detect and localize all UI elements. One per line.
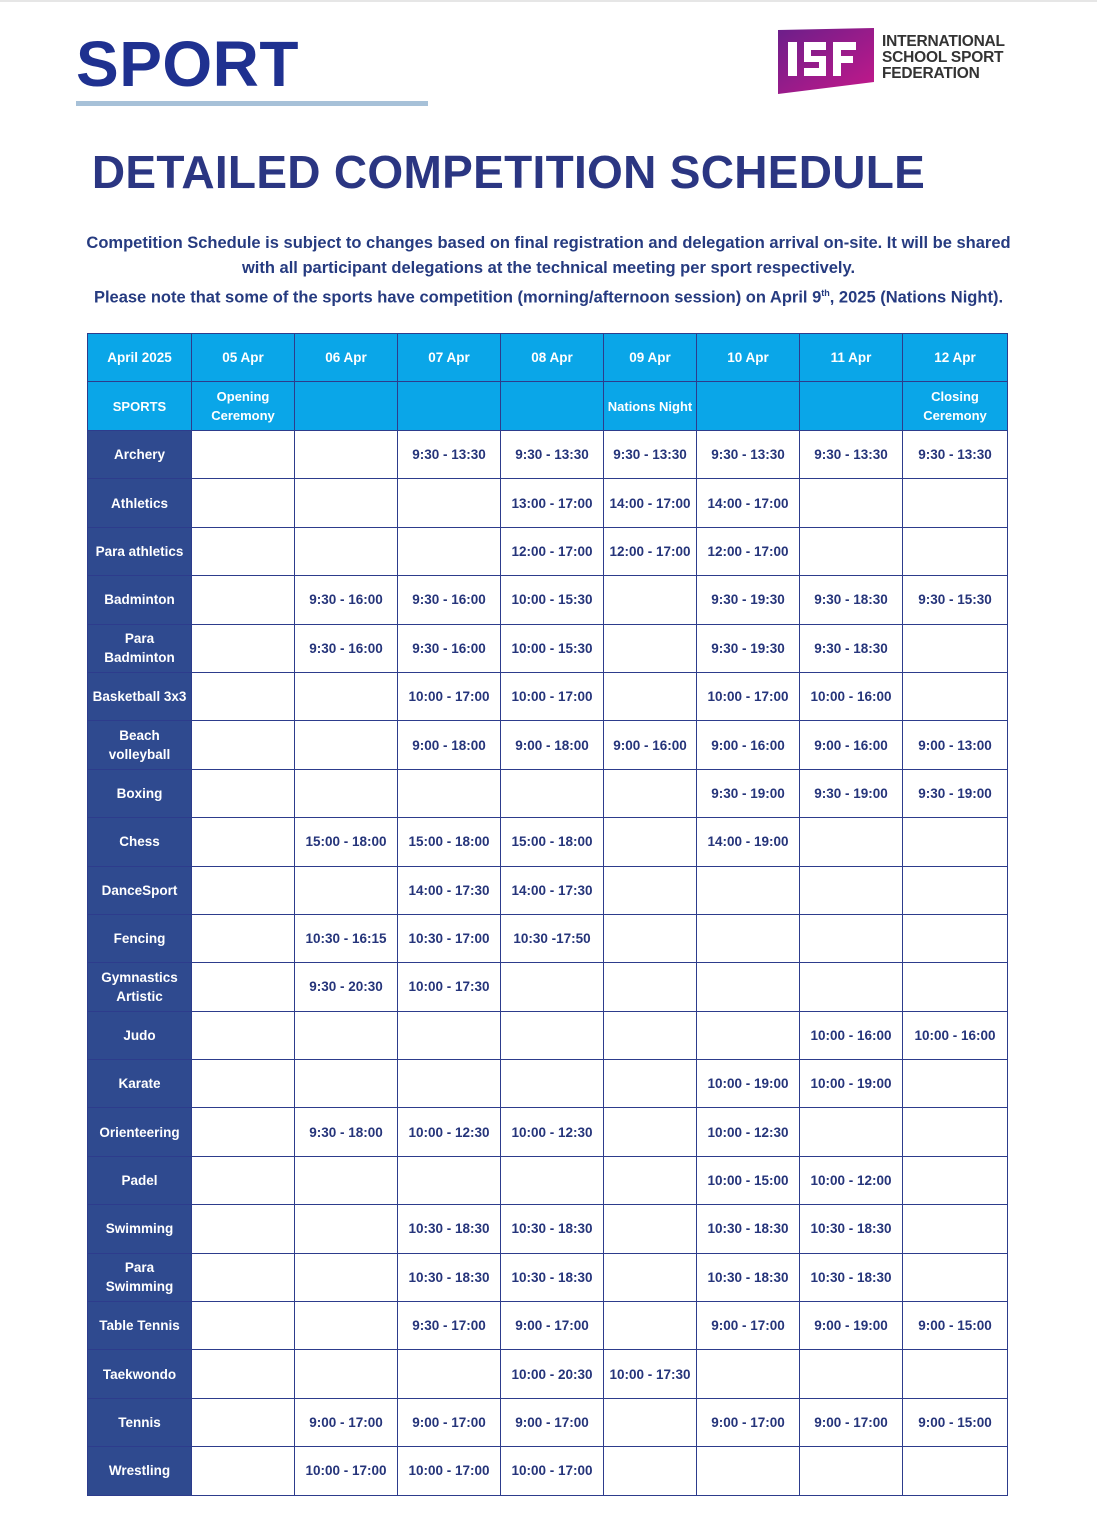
session-time-cell: 10:00 - 17:30 [398, 963, 501, 1011]
date-header-cell: 07 Apr [398, 334, 501, 382]
sport-name-cell: Swimming [88, 1205, 192, 1253]
session-time-cell [398, 769, 501, 817]
session-time-cell: 9:00 - 17:00 [398, 1398, 501, 1446]
logo-line: INTERNATIONAL [882, 33, 1005, 50]
session-time-cell [903, 963, 1008, 1011]
session-time-cell [192, 431, 295, 479]
session-time-cell [697, 1011, 800, 1059]
sport-name-cell: Judo [88, 1011, 192, 1059]
session-time-cell [295, 1205, 398, 1253]
session-time-cell: 10:00 - 17:30 [604, 1350, 697, 1398]
notice-superscript: th [821, 288, 830, 298]
schedule-row [88, 818, 1008, 866]
session-time-cell: 9:30 - 13:30 [398, 431, 501, 479]
sport-name-cell: Basketball 3x3 [88, 672, 192, 720]
session-time-cell [903, 914, 1008, 962]
session-time-cell [800, 963, 903, 1011]
session-time-cell: 10:00 - 16:00 [903, 1011, 1008, 1059]
session-time-cell [903, 479, 1008, 527]
session-time-cell [903, 1156, 1008, 1204]
event-header-cell: Closing Ceremony [903, 382, 1008, 431]
schedule-row [88, 624, 1008, 672]
session-time-cell [192, 1447, 295, 1495]
schedule-row [88, 769, 1008, 817]
schedule-row [88, 963, 1008, 1011]
session-time-cell [604, 963, 697, 1011]
session-time-cell: 9:30 - 13:30 [501, 431, 604, 479]
schedule-row [88, 431, 1008, 479]
document-title: DETAILED COMPETITION SCHEDULE [91, 146, 926, 198]
sport-name-cell: DanceSport [88, 866, 192, 914]
session-time-cell [192, 963, 295, 1011]
session-time-cell [192, 1011, 295, 1059]
session-time-cell [604, 1060, 697, 1108]
session-time-cell [192, 576, 295, 624]
session-time-cell: 9:30 - 13:30 [604, 431, 697, 479]
session-time-cell [295, 866, 398, 914]
session-time-cell: 9:00 - 17:00 [295, 1398, 398, 1446]
date-header-cell: 11 Apr [800, 334, 903, 382]
event-header-cell [295, 382, 398, 431]
session-time-cell: 9:30 - 18:00 [295, 1108, 398, 1156]
session-time-cell [398, 1011, 501, 1059]
schedule-row [88, 1205, 1008, 1253]
session-time-cell [604, 1108, 697, 1156]
corner-month-cell: April 2025 [88, 334, 192, 382]
schedule-row [88, 527, 1008, 575]
isf-logo-text [882, 34, 1012, 82]
session-time-cell [192, 818, 295, 866]
session-time-cell: 10:30 - 18:30 [501, 1205, 604, 1253]
session-time-cell: 9:00 - 18:00 [398, 721, 501, 769]
session-time-cell [604, 818, 697, 866]
session-time-cell [192, 1398, 295, 1446]
session-time-cell: 14:00 - 17:30 [501, 866, 604, 914]
session-time-cell [800, 1350, 903, 1398]
schedule-row [88, 1060, 1008, 1108]
sport-name-cell: Para Swimming [88, 1253, 192, 1301]
session-time-cell [192, 672, 295, 720]
logo-line: SCHOOL SPORT [882, 49, 1004, 66]
session-time-cell [697, 1350, 800, 1398]
schedule-row [88, 914, 1008, 962]
sport-name-cell: Para athletics [88, 527, 192, 575]
schedule-row [88, 721, 1008, 769]
session-time-cell [295, 479, 398, 527]
session-time-cell [192, 1205, 295, 1253]
session-time-cell: 15:00 - 18:00 [398, 818, 501, 866]
session-time-cell: 12:00 - 17:00 [604, 527, 697, 575]
session-time-cell [192, 1108, 295, 1156]
sport-name-cell: Table Tennis [88, 1302, 192, 1350]
session-time-cell [295, 1302, 398, 1350]
section-title-underline [76, 101, 428, 106]
session-time-cell [398, 1060, 501, 1108]
session-time-cell [295, 527, 398, 575]
sport-name-cell: Fencing [88, 914, 192, 962]
session-time-cell [697, 963, 800, 1011]
session-time-cell [192, 479, 295, 527]
session-time-cell [295, 1156, 398, 1204]
session-time-cell: 15:00 - 18:00 [501, 818, 604, 866]
session-time-cell [398, 527, 501, 575]
date-header-cell: 08 Apr [501, 334, 604, 382]
sport-name-cell: Tennis [88, 1398, 192, 1446]
session-time-cell: 10:30 - 18:30 [697, 1253, 800, 1301]
schedule-row [88, 1350, 1008, 1398]
session-time-cell [295, 769, 398, 817]
sport-name-cell: Badminton [88, 576, 192, 624]
session-time-cell: 10:00 - 17:00 [501, 672, 604, 720]
session-time-cell: 10:30 - 17:00 [398, 914, 501, 962]
session-time-cell: 9:00 - 15:00 [903, 1302, 1008, 1350]
session-time-cell: 9:30 - 16:00 [398, 576, 501, 624]
session-time-cell: 10:30 - 18:30 [800, 1253, 903, 1301]
event-header-cell [800, 382, 903, 431]
session-time-cell: 9:00 - 17:00 [501, 1398, 604, 1446]
session-time-cell: 9:30 - 19:00 [800, 769, 903, 817]
session-time-cell: 10:30 - 18:30 [398, 1205, 501, 1253]
session-time-cell: 14:00 - 17:30 [398, 866, 501, 914]
session-time-cell: 9:30 - 19:30 [697, 576, 800, 624]
sport-name-cell: Karate [88, 1060, 192, 1108]
schedule-row [88, 1447, 1008, 1495]
session-time-cell [604, 1302, 697, 1350]
session-time-cell: 10:30 - 18:30 [800, 1205, 903, 1253]
session-time-cell [604, 624, 697, 672]
session-time-cell: 10:00 - 17:00 [398, 672, 501, 720]
session-time-cell: 10:00 - 12:30 [501, 1108, 604, 1156]
session-time-cell: 10:00 - 17:00 [697, 672, 800, 720]
date-header-cell: 09 Apr [604, 334, 697, 382]
section-title: SPORT [76, 28, 299, 100]
session-time-cell [604, 769, 697, 817]
schedule-body [88, 431, 1008, 1496]
session-time-cell: 10:00 - 20:30 [501, 1350, 604, 1398]
event-header-cell: Opening Ceremony [192, 382, 295, 431]
sport-name-cell: Padel [88, 1156, 192, 1204]
sport-name-cell: Athletics [88, 479, 192, 527]
sport-name-cell: Archery [88, 431, 192, 479]
session-time-cell [903, 866, 1008, 914]
session-time-cell: 10:00 - 16:00 [800, 672, 903, 720]
session-time-cell: 14:00 - 19:00 [697, 818, 800, 866]
session-time-cell [604, 1205, 697, 1253]
session-time-cell [398, 1350, 501, 1398]
session-time-cell: 10:00 - 16:00 [800, 1011, 903, 1059]
session-time-cell [697, 914, 800, 962]
schedule-row [88, 1302, 1008, 1350]
session-time-cell [295, 1060, 398, 1108]
session-time-cell: 12:00 - 17:00 [501, 527, 604, 575]
session-time-cell [295, 672, 398, 720]
session-time-cell: 9:30 - 15:30 [903, 576, 1008, 624]
session-time-cell: 10:30 - 16:15 [295, 914, 398, 962]
session-time-cell [501, 1011, 604, 1059]
session-time-cell [192, 1156, 295, 1204]
session-time-cell [192, 866, 295, 914]
sport-name-cell: Gymnastics Artistic [88, 963, 192, 1011]
date-header-cell: 10 Apr [697, 334, 800, 382]
session-time-cell: 12:00 - 17:00 [697, 527, 800, 575]
notice-line [40, 281, 1057, 311]
session-time-cell: 14:00 - 17:00 [604, 479, 697, 527]
notice-line: Competition Schedule is subject to changes based on final registration and delegation arrival on-site. It will be shared [86, 234, 1011, 252]
session-time-cell: 14:00 - 17:00 [697, 479, 800, 527]
session-time-cell: 9:00 - 17:00 [501, 1302, 604, 1350]
session-time-cell: 9:00 - 15:00 [903, 1398, 1008, 1446]
session-time-cell [697, 1447, 800, 1495]
session-time-cell: 9:30 - 17:00 [398, 1302, 501, 1350]
date-header-row [88, 334, 1008, 382]
session-time-cell: 9:00 - 16:00 [800, 721, 903, 769]
sport-name-cell: Chess [88, 818, 192, 866]
session-time-cell [192, 1350, 295, 1398]
isf-logo [776, 28, 1016, 96]
session-time-cell [604, 1398, 697, 1446]
session-time-cell [192, 1302, 295, 1350]
session-time-cell: 10:30 - 18:30 [398, 1253, 501, 1301]
session-time-cell [295, 1253, 398, 1301]
session-time-cell [501, 1156, 604, 1204]
session-time-cell [192, 1060, 295, 1108]
session-time-cell: 9:30 - 20:30 [295, 963, 398, 1011]
event-header-cell [501, 382, 604, 431]
session-time-cell [295, 1011, 398, 1059]
session-time-cell: 9:00 - 16:00 [604, 721, 697, 769]
schedule-row [88, 1156, 1008, 1204]
schedule-row [88, 479, 1008, 527]
event-header-cell: Nations Night [604, 382, 697, 431]
sport-name-cell: Boxing [88, 769, 192, 817]
session-time-cell [398, 479, 501, 527]
session-time-cell: 9:00 - 17:00 [697, 1398, 800, 1446]
session-time-cell: 15:00 - 18:00 [295, 818, 398, 866]
session-time-cell [501, 963, 604, 1011]
session-time-cell [604, 1253, 697, 1301]
session-time-cell: 10:00 - 17:00 [295, 1447, 398, 1495]
session-time-cell: 10:00 - 12:30 [398, 1108, 501, 1156]
session-time-cell: 9:00 - 19:00 [800, 1302, 903, 1350]
session-time-cell [800, 479, 903, 527]
session-time-cell: 9:00 - 18:00 [501, 721, 604, 769]
sport-name-cell: Taekwondo [88, 1350, 192, 1398]
session-time-cell [903, 1447, 1008, 1495]
schedule-notice [40, 231, 1057, 311]
schedule-row [88, 1253, 1008, 1301]
session-time-cell: 9:30 - 18:30 [800, 624, 903, 672]
session-time-cell: 10:00 - 17:00 [398, 1447, 501, 1495]
session-time-cell [800, 818, 903, 866]
session-time-cell [604, 1011, 697, 1059]
session-time-cell [903, 1350, 1008, 1398]
date-header-cell: 06 Apr [295, 334, 398, 382]
schedule-row [88, 866, 1008, 914]
date-header-cell: 05 Apr [192, 334, 295, 382]
notice-text: Please note that some of the sports have competition (morning/afternoon session) on April 9 [93, 288, 822, 307]
session-time-cell: 10:00 - 19:00 [800, 1060, 903, 1108]
session-time-cell: 10:00 - 19:00 [697, 1060, 800, 1108]
top-rule [0, 0, 1097, 2]
notice-line: with all participant delegations at the technical meeting per sport respectively. [241, 259, 856, 277]
session-time-cell: 9:30 - 16:00 [295, 576, 398, 624]
session-time-cell [800, 527, 903, 575]
isf-logo-mark [776, 28, 876, 96]
sport-name-cell: Orienteering [88, 1108, 192, 1156]
session-time-cell [903, 1205, 1008, 1253]
notice-text: , 2025 (Nations Night). [829, 288, 1004, 307]
date-header-cell: 12 Apr [903, 334, 1008, 382]
session-time-cell [903, 624, 1008, 672]
event-header-cell [398, 382, 501, 431]
session-time-cell: 9:30 - 13:30 [697, 431, 800, 479]
session-time-cell [192, 624, 295, 672]
schedule-row [88, 576, 1008, 624]
sport-name-cell: Para Badminton [88, 624, 192, 672]
schedule-row [88, 1108, 1008, 1156]
session-time-cell: 9:00 - 16:00 [697, 721, 800, 769]
session-time-cell: 10:00 - 15:30 [501, 624, 604, 672]
event-header-row [88, 382, 1008, 431]
session-time-cell: 9:00 - 17:00 [697, 1302, 800, 1350]
session-time-cell [604, 1447, 697, 1495]
session-time-cell: 9:30 - 19:00 [903, 769, 1008, 817]
event-header-cell [697, 382, 800, 431]
session-time-cell [604, 576, 697, 624]
session-time-cell: 9:30 - 16:00 [295, 624, 398, 672]
session-time-cell: 10:30 - 18:30 [501, 1253, 604, 1301]
logo-line: FEDERATION [882, 65, 980, 82]
session-time-cell [604, 672, 697, 720]
session-time-cell: 9:30 - 19:30 [697, 624, 800, 672]
session-time-cell [604, 866, 697, 914]
schedule-row [88, 1011, 1008, 1059]
session-time-cell [192, 1253, 295, 1301]
session-time-cell: 9:00 - 13:00 [903, 721, 1008, 769]
session-time-cell [697, 866, 800, 914]
session-time-cell: 10:00 - 12:00 [800, 1156, 903, 1204]
session-time-cell [295, 1350, 398, 1398]
session-time-cell: 9:30 - 13:30 [800, 431, 903, 479]
session-time-cell [903, 1060, 1008, 1108]
competition-schedule-table [87, 333, 1008, 1496]
session-time-cell [800, 1108, 903, 1156]
session-time-cell [192, 527, 295, 575]
session-time-cell [604, 914, 697, 962]
session-time-cell [295, 721, 398, 769]
session-time-cell [800, 914, 903, 962]
session-time-cell: 9:30 - 18:30 [800, 576, 903, 624]
session-time-cell [903, 527, 1008, 575]
session-time-cell: 9:30 - 16:00 [398, 624, 501, 672]
corner-sports-cell: SPORTS [88, 382, 192, 431]
session-time-cell [903, 1108, 1008, 1156]
session-time-cell [903, 1253, 1008, 1301]
session-time-cell [501, 769, 604, 817]
session-time-cell [192, 769, 295, 817]
session-time-cell: 10:00 - 15:30 [501, 576, 604, 624]
sport-name-cell: Wrestling [88, 1447, 192, 1495]
session-time-cell: 9:00 - 17:00 [800, 1398, 903, 1446]
session-time-cell: 10:00 - 17:00 [501, 1447, 604, 1495]
session-time-cell: 10:00 - 12:30 [697, 1108, 800, 1156]
session-time-cell: 10:30 - 18:30 [697, 1205, 800, 1253]
session-time-cell [295, 431, 398, 479]
session-time-cell [501, 1060, 604, 1108]
session-time-cell [903, 818, 1008, 866]
schedule-row [88, 1398, 1008, 1446]
session-time-cell: 9:30 - 19:00 [697, 769, 800, 817]
session-time-cell [903, 672, 1008, 720]
session-time-cell: 13:00 - 17:00 [501, 479, 604, 527]
sport-name-cell: Beach volleyball [88, 721, 192, 769]
session-time-cell [800, 1447, 903, 1495]
session-time-cell [604, 1156, 697, 1204]
session-time-cell: 9:30 - 13:30 [903, 431, 1008, 479]
session-time-cell [800, 866, 903, 914]
schedule-row [88, 672, 1008, 720]
session-time-cell [398, 1156, 501, 1204]
session-time-cell: 10:30 -17:50 [501, 914, 604, 962]
session-time-cell: 10:00 - 15:00 [697, 1156, 800, 1204]
session-time-cell [192, 914, 295, 962]
session-time-cell [192, 721, 295, 769]
